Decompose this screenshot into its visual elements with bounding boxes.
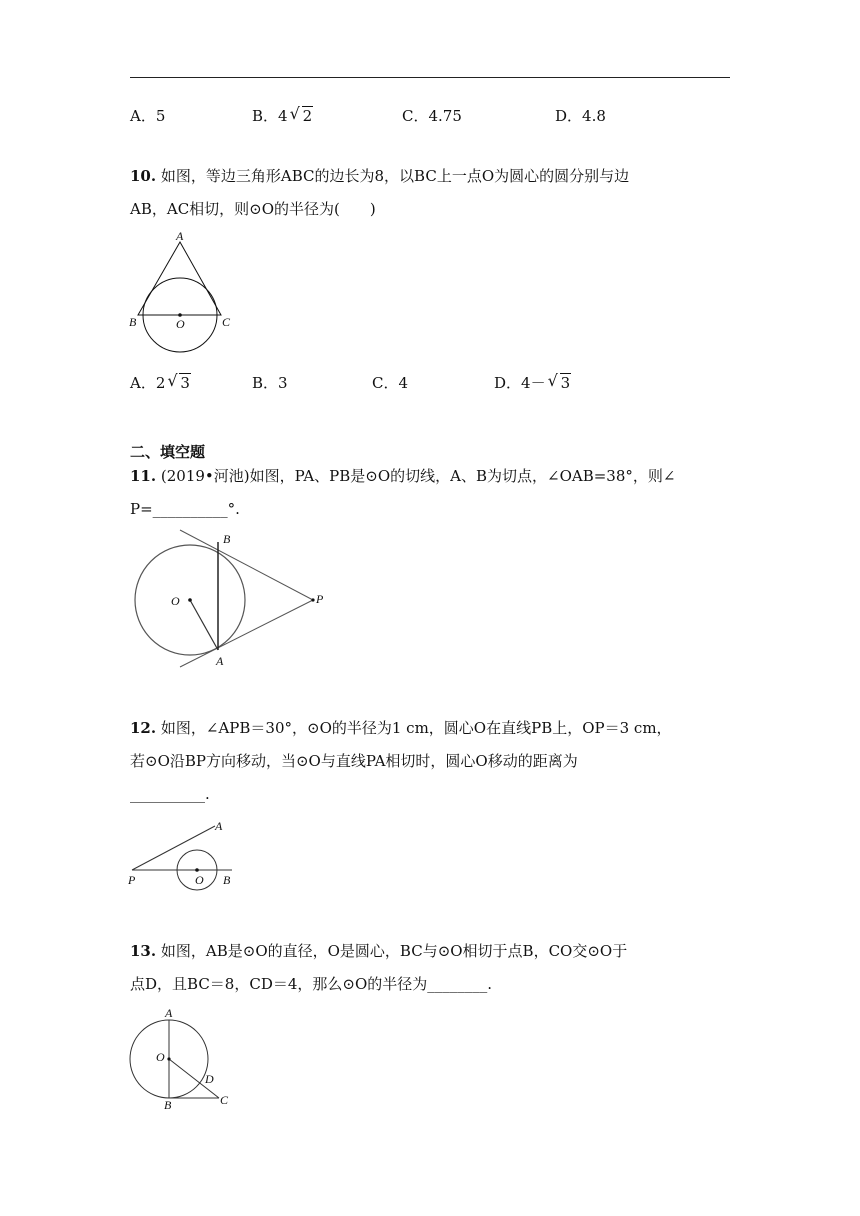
q9-option-b-radicand: 2: [302, 107, 313, 125]
label-p: P: [128, 873, 136, 887]
q11-line1: [130, 466, 675, 486]
q9-option-d: D．4.8: [555, 107, 606, 125]
q10-line1: [130, 166, 730, 186]
label-o: O: [171, 594, 180, 608]
q13-text-line1: 如图，AB是⊙O的直径，O是圆心，BC与⊙O相切于点B，CO交⊙O于: [160, 942, 628, 960]
q10-figure: [120, 228, 250, 358]
q10-option-a: [130, 373, 191, 393]
q11-text-line2: P=__________°.: [130, 500, 240, 518]
q12-text-line3: __________.: [130, 785, 210, 803]
q11-figure: [125, 525, 345, 675]
q11-text-line1: (2019•河池)如图，PA、PB是⊙O的切线，A、B为切点，∠OAB=38°，则∠: [160, 467, 676, 485]
q12-number: 12.: [130, 719, 157, 737]
q10-option-d-radicand: 3: [560, 374, 571, 392]
label-o: O: [156, 1050, 165, 1064]
label-b: B: [129, 315, 137, 329]
q9-option-c: C．4.75: [402, 107, 462, 125]
label-b: B: [223, 532, 231, 546]
q10-option-d-prefix: D．4－: [494, 374, 546, 392]
label-b: B: [223, 873, 231, 887]
q10-option-a-prefix: A．2: [130, 374, 166, 392]
q13-line1: [130, 941, 627, 961]
q12-text-line1: 如图，∠APB＝30°，⊙O的半径为1 cm，圆心O在直线PB上，OP＝3 cm，: [160, 719, 672, 737]
q10-text-line1: 如图，等边三角形ABC的边长为8，以BC上一点O为圆心的圆分别与边: [160, 167, 630, 185]
center-point-o: [167, 1057, 170, 1060]
q12-text-line2: 若⊙O沿BP方向移动，当⊙O与直线PA相切时，圆心O移动的距离为: [130, 752, 578, 770]
header-rule: [130, 77, 730, 78]
label-d: D: [205, 1072, 214, 1086]
label-o: O: [195, 873, 204, 887]
q10-text-line2: AB，AC相切，则⊙O的半径为( ): [130, 200, 376, 218]
sqrt-symbol: [550, 373, 572, 393]
label-a: A: [165, 1006, 173, 1020]
q11-number: 11.: [130, 467, 157, 485]
q12-line1: [130, 718, 672, 738]
point-p: [311, 598, 314, 601]
radius-oa: [190, 600, 218, 650]
label-a: A: [215, 819, 223, 833]
q13-figure: [122, 1005, 242, 1115]
q10-option-d: [494, 373, 571, 393]
label-c: C: [222, 315, 231, 329]
center-point-o: [188, 598, 192, 602]
q10-option-b: B．3: [252, 374, 288, 392]
center-point-o: [195, 868, 199, 872]
q12-figure: [125, 812, 245, 892]
sqrt-symbol: [169, 373, 191, 393]
label-p: P: [316, 592, 324, 606]
label-c: C: [220, 1093, 229, 1107]
label-a: A: [176, 229, 184, 243]
q9-option-a: A．5: [130, 107, 166, 125]
q10-number: 10.: [130, 167, 157, 185]
tangent-pa: [180, 600, 313, 667]
sqrt-symbol: [292, 106, 314, 126]
q13-text-line2: 点D，且BC＝8，CD＝4，那么⊙O的半径为________.: [130, 975, 493, 993]
tangent-pb: [180, 530, 313, 600]
line-pa: [132, 826, 215, 870]
label-o: O: [176, 317, 185, 331]
q10-option-a-radicand: 3: [180, 374, 190, 392]
q9-option-b-prefix: B．4: [252, 107, 288, 125]
q9-option-b: [252, 106, 313, 126]
label-b: B: [164, 1098, 172, 1112]
q10-option-c: C．4: [372, 374, 409, 392]
section-heading-fill-in: 二、填空题: [130, 443, 206, 461]
label-a: A: [216, 654, 224, 668]
q13-number: 13.: [130, 942, 157, 960]
